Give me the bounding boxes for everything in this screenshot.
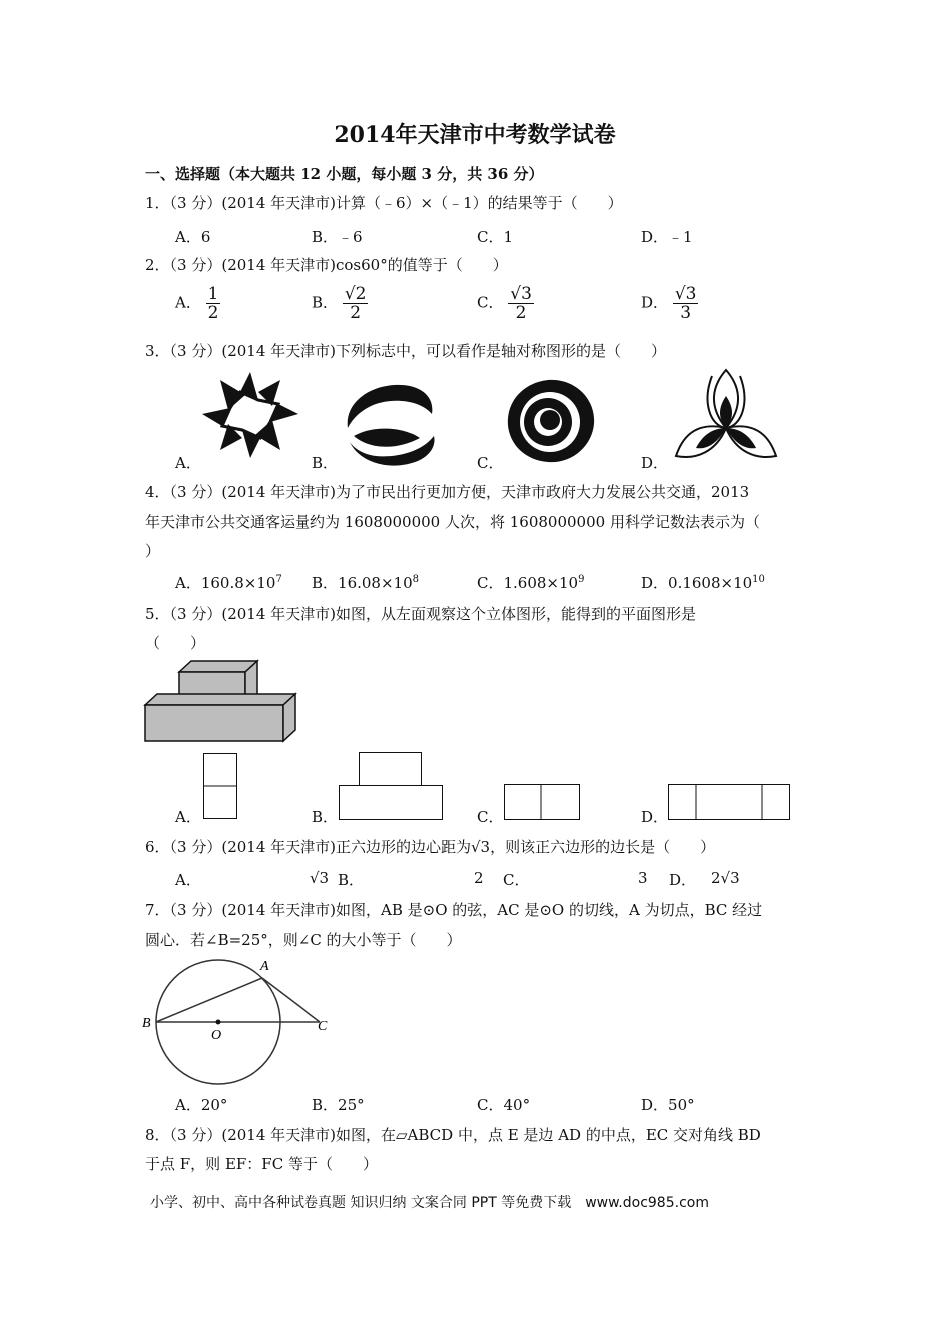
q6-option-a: A． [175, 871, 201, 889]
question-4-line-1: 4．（3 分）(2014 年天津市)为了市民出行更加方便，天津市政府大力发展公共交通，2013 [145, 483, 750, 501]
q3-logo-d [672, 366, 780, 466]
q3-logo-c [502, 376, 598, 466]
q2-option-b-label: B． [312, 293, 339, 312]
q6-option-c: C． [503, 871, 530, 889]
label-b: B [142, 1016, 151, 1031]
footer-text: 小学、初中、高中各种试卷真题 知识归纳 文案合同 PPT 等免费下载 www.doc985.com [150, 1195, 709, 1211]
q1-option-d: D．﹣1 [641, 228, 693, 246]
q5-view-a [203, 753, 237, 819]
question-5-line-1: 5．（3 分）(2014 年天津市)如图，从左面观察这个立体图形，能得到的平面图形是 [145, 605, 697, 623]
q7-option-c: C．40° [477, 1096, 531, 1114]
question-4-line-3: ） [145, 542, 161, 560]
q5-option-a: A． [175, 808, 201, 826]
q3-option-b: B． [312, 454, 339, 472]
question-2-stem: 2．（3 分）(2014 年天津市)cos60°的值等于（ ） [145, 256, 508, 274]
q6-option-b: B． [338, 871, 365, 889]
q2-option-d [641, 285, 698, 322]
line-ac [262, 978, 320, 1022]
q2-fraction-b: $\frac{√2}{2}$ [344, 284, 367, 323]
page-title: 2014年天津市中考数学试卷 [334, 122, 616, 148]
q6-value-c: 3 [638, 869, 648, 887]
q2-option-c [477, 285, 534, 322]
section-heading: 一、选择题（本大题共 12 小题，每小题 3 分，共 36 分） [145, 165, 544, 183]
question-8-line-2: 于点 F，则 EF：FC 等于（ ） [145, 1155, 378, 1173]
q4-option-d: D．$0.1608\times 10^{10}$ [641, 574, 765, 592]
center-point [216, 1020, 221, 1025]
question-7-line-1: 7．（3 分）(2014 年天津市)如图，AB 是⊙O 的弦，AC 是⊙O 的切线，A 为切点，BC 经过 [145, 901, 763, 919]
question-8-line-1: 8．（3 分）(2014 年天津市)如图，在▱ABCD 中，点 E 是边 AD 的中点，EC 交对角线 BD [145, 1126, 761, 1144]
line-ba [156, 978, 262, 1022]
q3-option-a: A． [175, 454, 201, 472]
q5-view-d [668, 784, 790, 820]
q6-value-d: 2√3 [711, 869, 740, 887]
label-o: O [211, 1028, 222, 1043]
q2-fraction-a: $\frac{1}{2}$ [207, 284, 219, 323]
q5-option-b: B． [312, 808, 339, 826]
question-5-line-2: （ ） [145, 634, 206, 652]
q7-option-b: B．25° [312, 1096, 365, 1114]
q2-option-d-label: D． [641, 293, 669, 312]
q7-circle-figure [140, 954, 340, 1084]
q5-option-d: D． [641, 808, 669, 826]
q1-option-c: C．1 [477, 228, 514, 246]
q2-option-a-label: A． [175, 293, 201, 312]
question-7-line-2: 圆心．若∠B=25°，则∠C 的大小等于（ ） [145, 931, 462, 949]
q2-fraction-d: $\frac{√3}{3}$ [674, 284, 697, 323]
q4-option-c: C．$1.608\times 10^9$ [477, 574, 585, 592]
q5-solid-figure [145, 660, 295, 742]
q6-value-a: √3 [310, 869, 330, 887]
label-a: A [260, 959, 269, 974]
q1-option-b: B．﹣6 [312, 228, 363, 246]
q2-option-c-label: C． [477, 293, 504, 312]
q3-logo-a [200, 370, 300, 460]
question-4-line-2: 年天津市公共交通客运量约为 1608000000 人次，将 1608000000 用科学记数法表示为（ [145, 513, 760, 531]
label-c: C [318, 1019, 328, 1034]
q4-option-b: B．$16.08\times 10^8$ [312, 574, 419, 592]
q5-view-c [504, 784, 580, 820]
q2-option-b [312, 285, 368, 322]
q3-logo-b [340, 378, 436, 468]
question-3-stem: 3．（3 分）(2014 年天津市)下列标志中，可以看作是轴对称图形的是（ ） [145, 342, 667, 360]
q2-option-a [175, 285, 220, 322]
q4-option-a: A．$160.8\times 10^7$ [175, 574, 282, 592]
q5-option-c: C． [477, 808, 504, 826]
q6-option-d: D． [669, 871, 697, 889]
q6-value-b: 2 [474, 869, 484, 887]
q1-option-a: A．6 [175, 228, 211, 246]
question-6-stem: 6．（3 分）(2014 年天津市)正六边形的边心距为√3，则该正六边形的边长是（ ） [145, 838, 716, 856]
q3-option-d: D． [641, 454, 669, 472]
q3-option-c: C． [477, 454, 504, 472]
q5-view-b [339, 752, 443, 820]
q7-option-a: A．20° [175, 1096, 228, 1114]
q2-fraction-c: $\frac{√3}{2}$ [510, 284, 532, 323]
question-1-stem: 1．（3 分）(2014 年天津市)计算（﹣6）×（﹣1）的结果等于（ ） [145, 194, 623, 212]
q7-option-d: D．50° [641, 1096, 695, 1114]
